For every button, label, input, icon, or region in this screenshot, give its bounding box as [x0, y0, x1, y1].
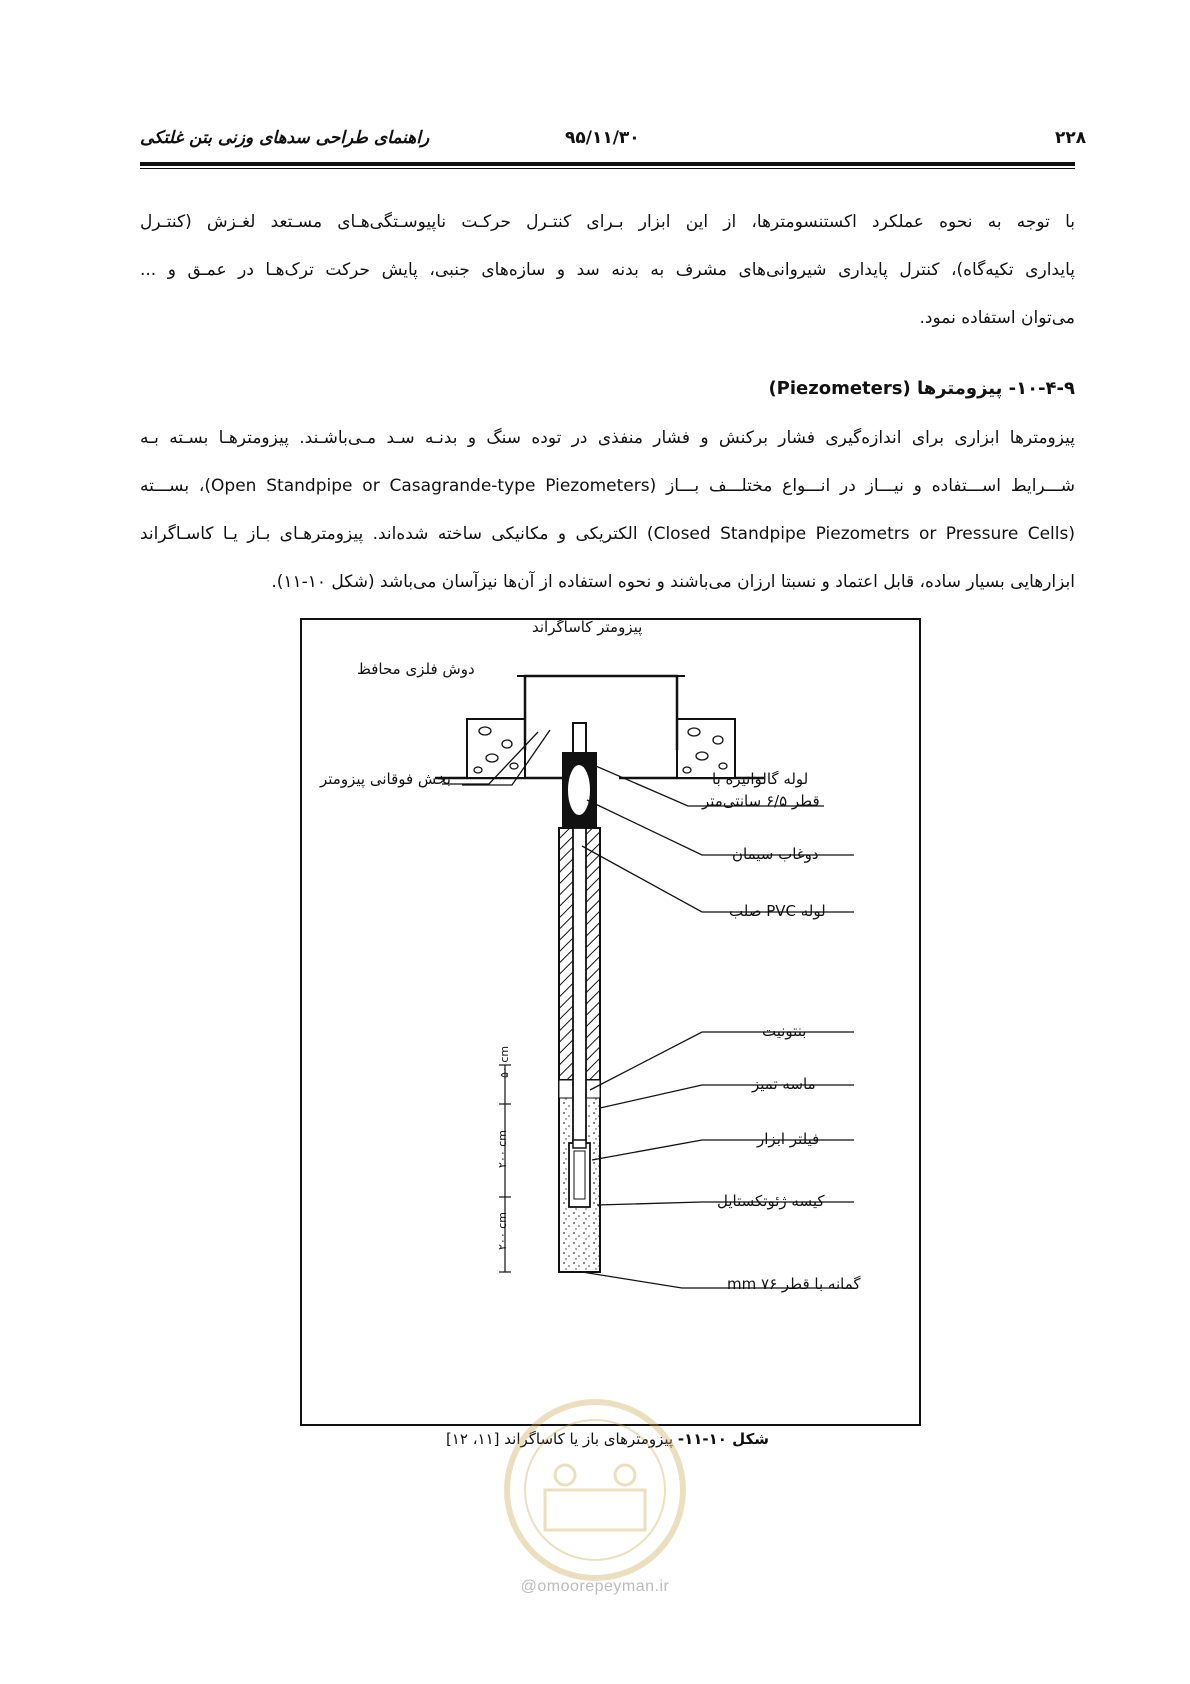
- label-galvanized-diameter: قطر ۶/۵ سانتی‌متر: [702, 792, 820, 810]
- dim-50cm: ۵۰ cm: [498, 1045, 511, 1078]
- paragraph-piezometers: [140, 414, 1075, 606]
- header-title: راهنمای طراحی سدهای وزنی بتن غلتکی: [140, 128, 430, 148]
- text-line: (Closed Standpipe Piezometrs or Pressure Cells) الکتریکی و مکانیکی ساخته شده‌اند. پیزومترهـای بـاز یـا کاسـاگراند: [140, 524, 1075, 544]
- label-cement-grout: دوغاب سیمان: [732, 845, 819, 863]
- paragraph-extensometers: [140, 198, 1075, 342]
- label-geotextile: کیسه ژئوتکستایل: [717, 1192, 825, 1210]
- label-filter: فیلتر ابزار: [757, 1130, 820, 1148]
- label-bentonite: بنتونیت: [762, 1022, 807, 1040]
- page-number: ۲۲۸: [1055, 128, 1087, 148]
- header-rule-thin: [140, 168, 1075, 169]
- label-clean-sand: ماسه تمیز: [752, 1075, 816, 1093]
- text-line: پیزومترها ابزاری برای اندازه‌گیری فشار برکنش و فشار منفذی در توده سنگ و بدنـه سـد مـی‌باشـند. پیزومترهـا بسـته بـه: [140, 428, 1075, 448]
- label-borehole: گمانه با قطر ۷۶ mm: [727, 1275, 861, 1293]
- caption-label: شکل ۱۰-۱۱-: [677, 1430, 770, 1448]
- text-line: با توجه به نحوه عملکرد اکستنسومترها، از این ابزار بـرای کنتـرل حرکـت ناپیوسـتگی‌هـای مسـتعد لغـزش (کنتـرل: [140, 212, 1075, 232]
- text-line: پایداری تکیه‌گاه)، کنترل پایداری شیروانی‌های مشرف به بدنه سد و سازه‌های جنبی، پایش حرکت ترک‌هـا در عمـق و ...: [140, 260, 1075, 280]
- text-line: شـــرایط اســـتفاده و نیـــاز در انـــواع مختلـــف بـــاز (Open Standpipe or Casagrande-type Piezometers)، بســـته: [140, 476, 1075, 496]
- text-line: ابزارهایی بسیار ساده، قابل اعتماد و نسبتا ارزان می‌باشند و نحوه استفاده از آن‌ها نیزآسان می‌باشد (شکل ۱۰-۱۱).: [271, 572, 1075, 592]
- label-galvanized-pipe: لوله گالوانیزه با: [712, 770, 809, 788]
- label-upper-section: بخش فوقانی پیزومتر: [320, 770, 451, 788]
- header-date: ۹۵/۱۱/۳۰: [565, 128, 640, 148]
- label-protective-cover: دوش فلزی محافظ: [357, 660, 475, 678]
- label-pvc-pipe: لوله PVC صلب: [729, 902, 826, 920]
- website-watermark: @omoorepeyman.ir: [520, 1578, 670, 1595]
- section-heading: ۱۰-۴-۹- پیزومترها (Piezometers): [768, 378, 1075, 399]
- caption-text: پیزومترهای باز یا کاساگراند [۱۱، ۱۲]: [445, 1430, 678, 1448]
- figure-casagrande-piezometer: [300, 618, 921, 1426]
- dim-200cm-filter: ۲۰۰ cm: [496, 1130, 509, 1168]
- figure-title: پیزومتر کاساگراند: [532, 618, 643, 636]
- text-line: می‌توان استفاده نمود.: [919, 308, 1075, 328]
- piezometer-diagram: [302, 620, 919, 1424]
- publisher-seal-watermark: [475, 1395, 715, 1585]
- header-rule: [140, 162, 1075, 166]
- dim-200cm-bottom: ۲۰۰ cm: [496, 1212, 509, 1250]
